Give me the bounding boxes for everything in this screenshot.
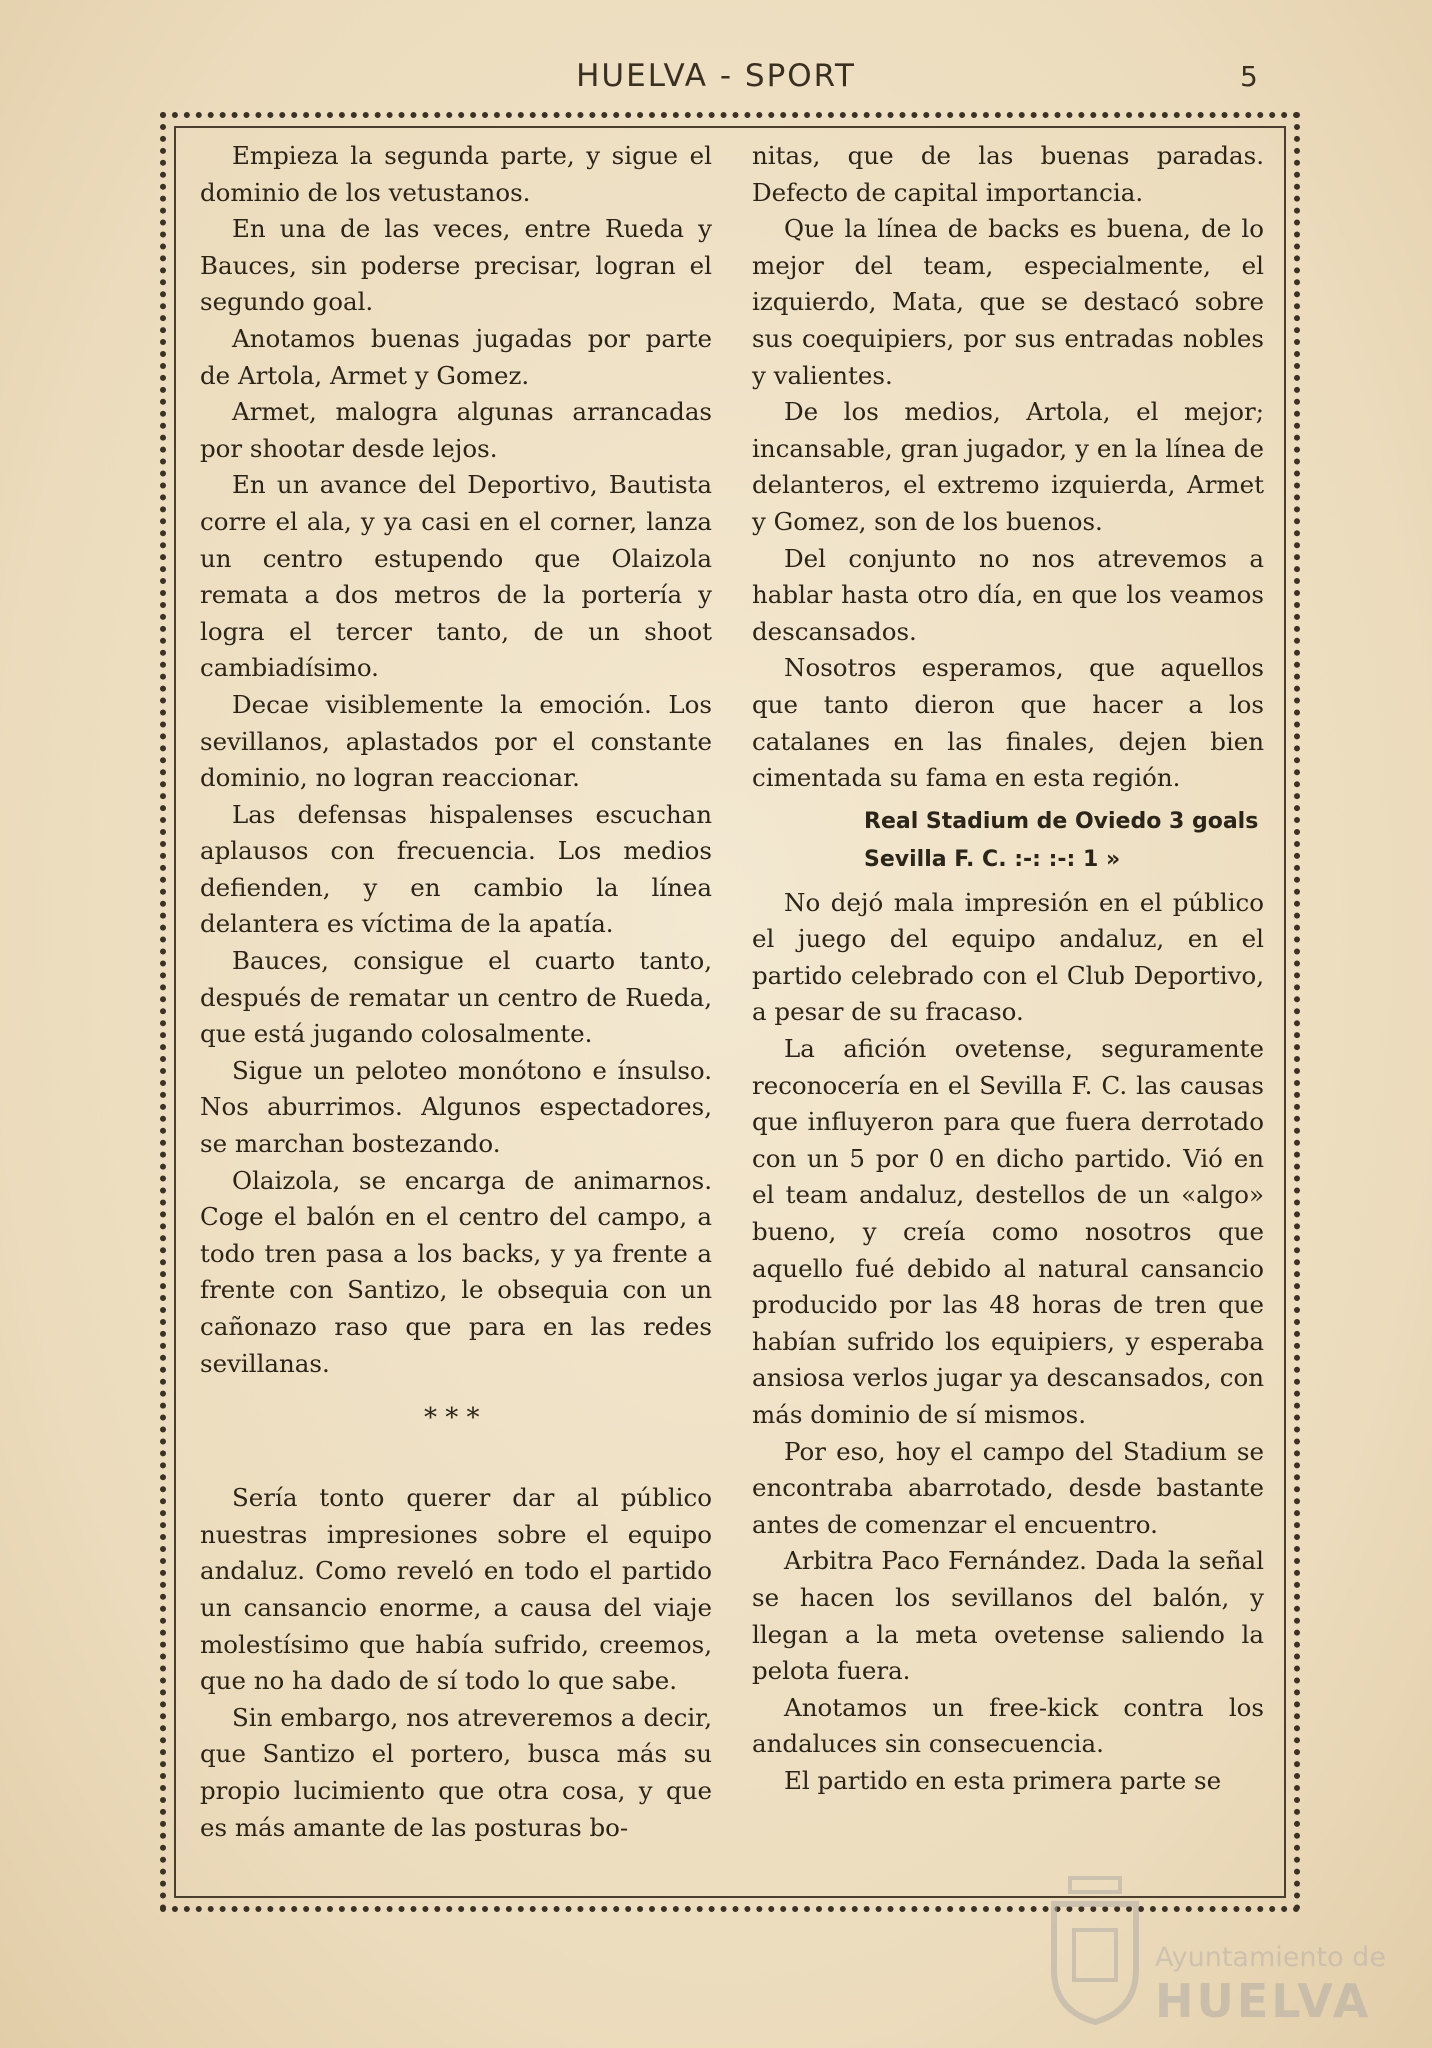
right-column (752, 138, 1264, 1800)
paragraph: Sería tonto querer dar al público nuestras impresiones sobre el equipo andaluz. Como reveló en todo el partido un cansancio enorme, a causa del viaje molestísimo que había sufrido, creemos, que no ha dado de sí todo lo que sabe. (200, 1483, 712, 1696)
paragraph: Que la línea de backs es buena, de lo mejor del team, especialmente, el izquierdo, Mata, que se destacó sobre sus coequipiers, por sus entradas nobles y valientes. (752, 214, 1264, 390)
paragraph: Bauces, consigue el cuarto tanto, después de rematar un centro de Rueda, que está jugando colosalmente. (200, 946, 712, 1049)
paragraph: Nosotros esperamos, que aquellos que tanto dieron que hacer a los catalanes en las finales, dejen bien cimentada su fama en esta región. (752, 653, 1264, 793)
paragraph: En un avance del Deportivo, Bautista corre el ala, y ya casi en el corner, lanza un centro estupendo que Olaizola remata a dos metros de la portería y logra el tercer tanto, de un shoot cambiadísimo. (200, 470, 712, 683)
paragraph: Arbitra Paco Fernández. Dada la señal se hacen los sevillanos del balón, y llegan a la meta ovetense saliendo la pelota fuera. (752, 1546, 1264, 1686)
paragraph: La afición ovetense, seguramente reconocería en el Sevilla F. C. las causas que influyeron para que fuera derrotado con un 5 por 0 en dicho partido. Vió en el team andaluz, destellos de un «algo» bueno, y creía como nosotros que aquello fué debido al natural cansancio producido por las 48 horas de tren que habían sufrido los equipiers, y esperaba ansiosa verlos jugar ya descansados, con más dominio de sí mismos. (752, 1034, 1264, 1429)
publication-title: HUELVA - SPORT (576, 58, 856, 94)
paragraph: Anotamos un free-kick contra los andaluces sin consecuencia. (752, 1692, 1264, 1759)
match-result-line-2: Sevilla F. C. :-: :-: 1 » (864, 846, 1121, 872)
paragraph: Sin embargo, nos atreveremos a decir, que Santizo el portero, busca más su propio lucimiento que otra cosa, y que es más amante de las posturas bo- (200, 1702, 712, 1842)
section-separator (200, 1382, 712, 1480)
watermark-line-2: HUELVA (1155, 1974, 1372, 2028)
paragraph: Decae visiblemente la emoción. Los sevillanos, aplastados por el constante dominio, no logran reaccionar. (200, 689, 712, 793)
coat-of-arms-icon (1040, 1870, 1150, 2030)
paragraph: Por eso, hoy el campo del Stadium se encontraba abarrotado, desde bastante antes de comenzar el encuentro. (752, 1436, 1264, 1539)
paragraph: De los medios, Artola, el mejor; incansable, gran jugador, y en la línea de delanteros, el extremo izquierda, Armet y Gomez, son de los buenos. (752, 397, 1264, 536)
paragraph: El partido en esta primera parte se (784, 1765, 1222, 1795)
paragraph: Del conjunto no nos atrevemos a hablar hasta otro día, en que los veamos descansados. (752, 543, 1264, 646)
asterism: * * * (424, 1403, 480, 1434)
match-result-line-1: Real Stadium de Oviedo 3 goals (864, 808, 1259, 834)
paragraph-continuation: nitas, que de las buenas paradas. Defecto de capital importancia. (752, 141, 1264, 207)
watermark-line-1: Ayuntamiento de (1155, 1942, 1386, 1973)
paragraph: No dejó mala impresión en el público el juego del equipo andaluz, en el partido celebrado con el Club Deportivo, a pesar de su fracaso. (752, 887, 1264, 1027)
page-header (0, 58, 1432, 102)
page-number: 5 (1240, 60, 1258, 93)
left-column (200, 138, 712, 1846)
paragraph: Sigue un peloteo monótono e ínsulso. Nos aburrimos. Algunos espectadores, se marchan bostezando. (200, 1055, 712, 1159)
paragraph: Las defensas hispalenses escuchan aplausos con frecuencia. Los medios defienden, y en cambio la línea delantera es víctima de la apatía. (200, 799, 712, 939)
paragraph: Olaizola, se encarga de animarnos. Coge el balón en el centro del campo, a todo tren pasa a los backs, y ya frente a frente con Santizo, le obsequia con un cañonazo raso que para en las redes sevillanas. (200, 1165, 712, 1378)
paragraph: Empieza la segunda parte, y sigue el dominio de los vetustanos. (200, 141, 712, 207)
paragraph: Armet, malogra algunas arrancadas por shootar desde lejos. (200, 397, 712, 463)
paragraph: En una de las veces, entre Rueda y Bauces, sin poderse precisar, logran el segundo goal. (200, 214, 712, 317)
archive-watermark (1020, 1870, 1420, 2040)
paragraph: Anotamos buenas jugadas por parte de Artola, Armet y Gomez. (200, 323, 712, 390)
